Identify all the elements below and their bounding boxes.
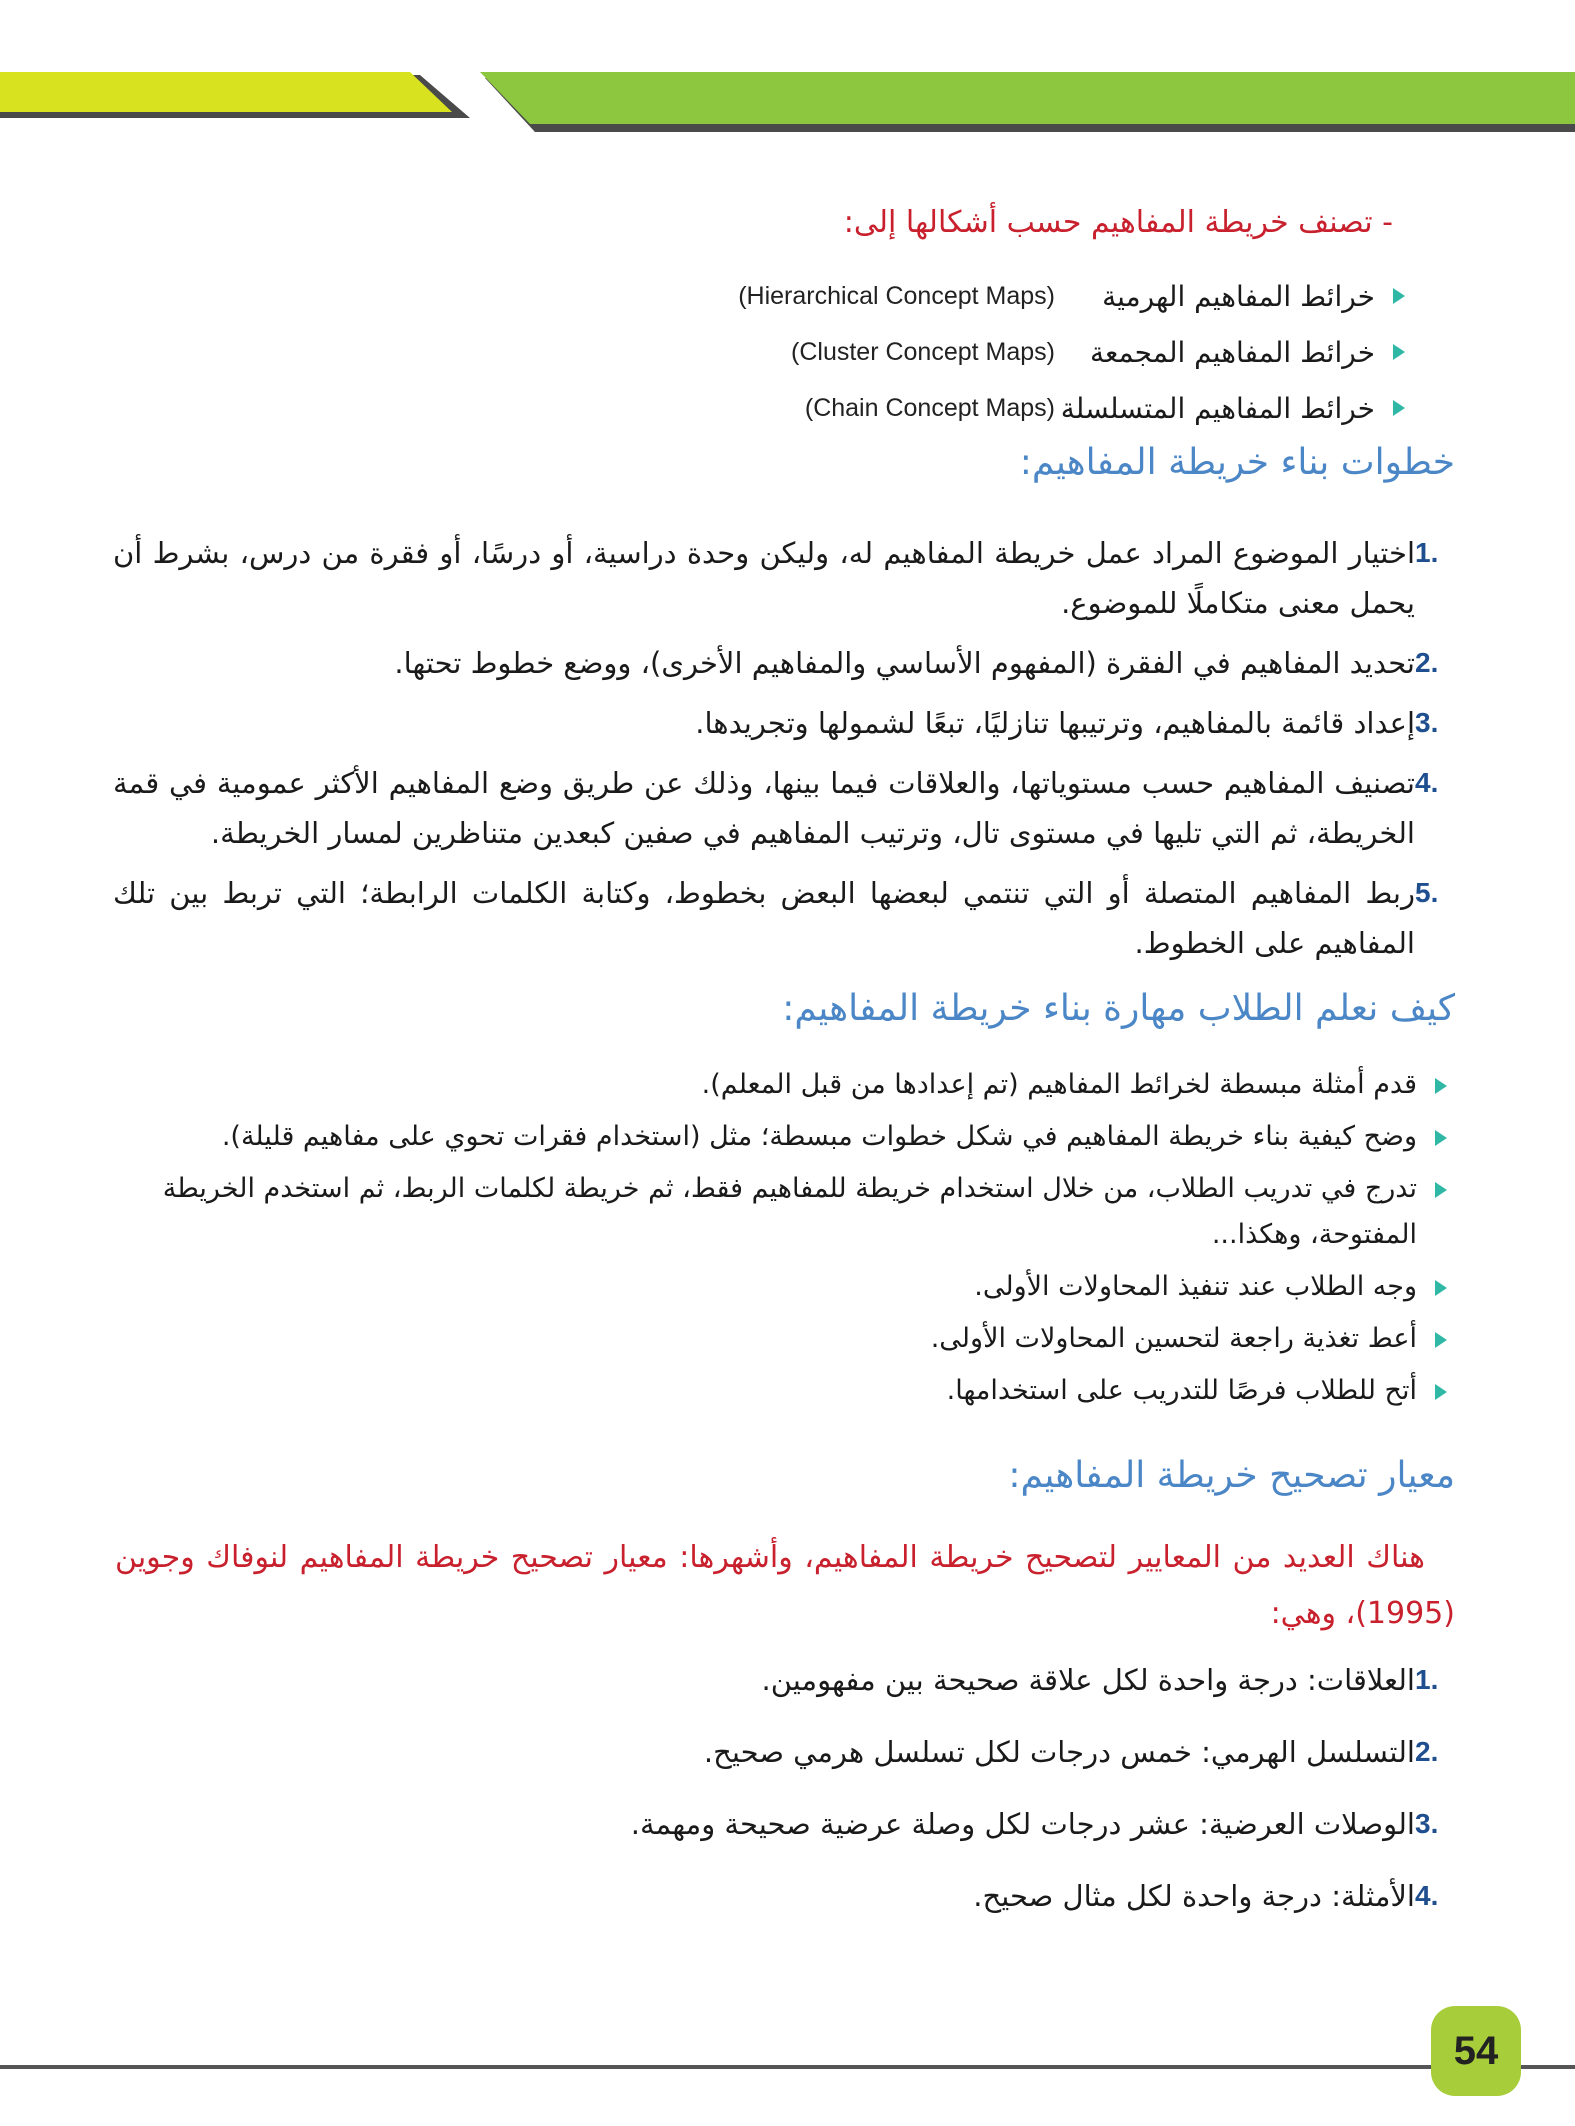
list-item bbox=[107, 1114, 1447, 1160]
page-number-badge: 54 bbox=[1431, 2006, 1521, 2096]
steps-heading: خطوات بناء خريطة المفاهيم: bbox=[1019, 442, 1455, 483]
list-item bbox=[405, 268, 1405, 324]
item-number: 4. bbox=[1415, 767, 1439, 798]
list-item bbox=[107, 1264, 1447, 1310]
criteria-heading: معيار تصحيح خريطة المفاهيم: bbox=[1008, 1455, 1455, 1496]
item-number: 5. bbox=[1415, 877, 1439, 908]
teach-tips-list bbox=[107, 1062, 1447, 1420]
item-number: 2. bbox=[1415, 1736, 1439, 1767]
tip-text: تدرج في تدريب الطلاب، من خلال استخدام خريطة للمفاهيم فقط، ثم خريطة لكلمات الربط، ثم استخدم الخريطة المفتوحة، وهكذا... bbox=[162, 1173, 1417, 1250]
item-text: الوصلات العرضية: عشر درجات لكل وصلة عرضية صحيحة ومهمة. bbox=[630, 1807, 1415, 1841]
list-item bbox=[405, 380, 1405, 436]
item-text: ربط المفاهيم المتصلة أو التي تنتمي لبعضها البعض بخطوط، وكتابة الكلمات الرابطة؛ التي تربط بين تلك المفاهيم على الخطوط. bbox=[113, 876, 1415, 960]
item-number: 2. bbox=[1415, 647, 1439, 678]
list-item bbox=[113, 868, 1453, 968]
list-item bbox=[107, 1166, 1447, 1258]
item-text: العلاقات: درجة واحدة لكل علاقة صحيحة بين مفهومين. bbox=[761, 1663, 1415, 1697]
item-number: 1. bbox=[1415, 1664, 1439, 1695]
map-type-en: (Hierarchical Concept Maps) bbox=[738, 281, 1055, 310]
item-text: الأمثلة: درجة واحدة لكل مثال صحيح. bbox=[973, 1879, 1415, 1913]
item-text: اختيار الموضوع المراد عمل خريطة المفاهيم له، وليكن وحدة دراسية، أو درسًا، أو فقرة من درس، بشرط أن يحمل معنى متكاملًا للموضوع. bbox=[113, 536, 1415, 620]
item-text: تحديد المفاهيم في الفقرة (المفهوم الأساسي والمفاهيم الأخرى)، ووضع خطوط تحتها. bbox=[394, 646, 1415, 680]
item-text: تصنيف المفاهيم حسب مستوياتها، والعلاقات فيما بينها، وذلك عن طريق وضع المفاهيم الأكثر عمومية في قمة الخريطة، ثم التي تليها في مستوى تال، وترتيب المفاهيم في صفين كبعدين متناظرين لمسار الخريطة. bbox=[113, 766, 1415, 850]
list-item bbox=[405, 324, 1405, 380]
list-item bbox=[113, 1655, 1453, 1705]
list-item bbox=[107, 1368, 1447, 1414]
tip-text: أتح للطلاب فرصًا للتدريب على استخدامها. bbox=[946, 1375, 1417, 1406]
list-item bbox=[113, 758, 1453, 858]
criteria-list bbox=[113, 1655, 1453, 1943]
list-item bbox=[113, 698, 1453, 748]
list-item bbox=[113, 1727, 1453, 1777]
tip-text: أعط تغذية راجعة لتحسين المحاولات الأولى. bbox=[930, 1323, 1417, 1354]
item-number: 4. bbox=[1415, 1880, 1439, 1911]
list-item bbox=[113, 1799, 1453, 1849]
triangle-bullet-icon bbox=[1435, 1332, 1447, 1348]
teach-heading: كيف نعلم الطلاب مهارة بناء خريطة المفاهيم: bbox=[782, 988, 1455, 1029]
map-type-ar: خرائط المفاهيم المجمعة bbox=[1089, 335, 1375, 369]
triangle-bullet-icon bbox=[1435, 1182, 1447, 1198]
list-item bbox=[113, 638, 1453, 688]
item-text: التسلسل الهرمي: خمس درجات لكل تسلسل هرمي صحيح. bbox=[703, 1735, 1415, 1769]
map-type-en: (Cluster Concept Maps) bbox=[791, 337, 1055, 366]
item-number: 3. bbox=[1415, 707, 1439, 738]
tip-text: وضح كيفية بناء خريطة المفاهيم في شكل خطوات مبسطة؛ مثل (استخدام فقرات تحوي على مفاهيم قليلة). bbox=[221, 1121, 1417, 1152]
list-item bbox=[107, 1316, 1447, 1362]
list-item bbox=[113, 528, 1453, 628]
map-type-ar: خرائط المفاهيم الهرمية bbox=[1102, 279, 1375, 313]
item-text: إعداد قائمة بالمفاهيم، وترتيبها تنازليًا، تبعًا لشمولها وتجريدها. bbox=[695, 706, 1415, 740]
map-types-intro: - تصنف خريطة المفاهيم حسب أشكالها إلى: bbox=[843, 205, 1393, 240]
list-item bbox=[107, 1062, 1447, 1108]
steps-list bbox=[113, 528, 1453, 978]
triangle-bullet-icon bbox=[1435, 1078, 1447, 1094]
triangle-bullet-icon bbox=[1435, 1384, 1447, 1400]
footer-divider bbox=[0, 2065, 1575, 2069]
list-item bbox=[113, 1871, 1453, 1921]
criteria-intro: هناك العديد من المعايير لتصحيح خريطة المفاهيم، وأشهرها: معيار تصحيح خريطة المفاهيم لنوفاك وجوين (1995)، وهي: bbox=[115, 1540, 1455, 1631]
triangle-bullet-icon bbox=[1435, 1280, 1447, 1296]
map-type-en: (Chain Concept Maps) bbox=[804, 393, 1055, 422]
map-type-ar: خرائط المفاهيم المتسلسلة bbox=[1060, 391, 1375, 425]
tip-text: قدم أمثلة مبسطة لخرائط المفاهيم (تم إعدادها من قبل المعلم). bbox=[701, 1069, 1417, 1100]
item-number: 3. bbox=[1415, 1808, 1439, 1839]
triangle-bullet-icon bbox=[1393, 288, 1405, 304]
triangle-bullet-icon bbox=[1393, 400, 1405, 416]
map-types-list bbox=[405, 268, 1405, 436]
item-number: 1. bbox=[1415, 537, 1439, 568]
triangle-bullet-icon bbox=[1393, 344, 1405, 360]
triangle-bullet-icon bbox=[1435, 1130, 1447, 1146]
tip-text: وجه الطلاب عند تنفيذ المحاولات الأولى. bbox=[974, 1271, 1417, 1302]
